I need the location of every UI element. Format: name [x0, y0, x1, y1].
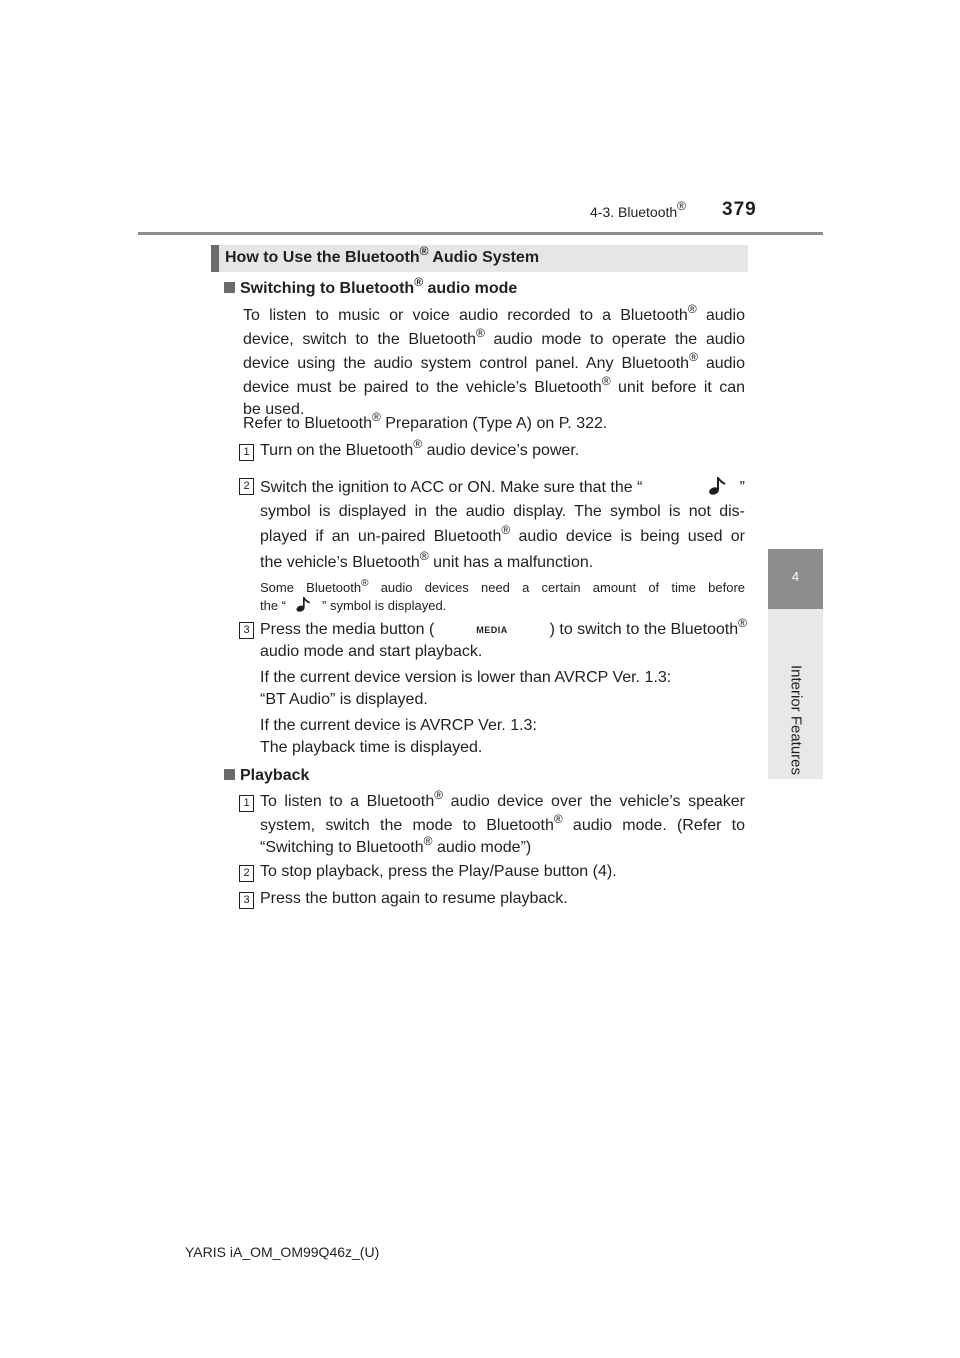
step-number: 2 [239, 478, 254, 495]
switching-heading: Switching to Bluetooth® audio mode [224, 278, 517, 300]
step-text: symbol is displayed in the audio display. The symbol is not dis- [260, 503, 745, 520]
step-text: “Switching to Bluetooth® audio mode”) [260, 833, 532, 856]
step-text: Press the media button ( MEDIA ) to switch to the Bluetooth® [260, 619, 747, 641]
media-button-icon: MEDIA [476, 625, 508, 635]
chapter-tab [768, 549, 823, 609]
step-text: To listen to a Bluetooth® audio device over the vehicle’s speaker [260, 787, 745, 810]
step-text: If the current device version is lower than AVRCP Ver. 1.3: [260, 669, 672, 686]
step-text: the vehicle’s Bluetooth® unit has a malfunction. [260, 548, 594, 571]
playback-heading: Playback [224, 765, 309, 787]
music-note-icon [292, 597, 314, 612]
step-text: Switch the ignition to ACC or ON. Make sure that the “ ” [260, 479, 745, 496]
step-text: The playback time is displayed. [260, 739, 483, 756]
step-text: “BT Audio” is displayed. [260, 691, 428, 708]
switching-para-line: To listen to music or voice audio recorded to a Bluetooth® audio [243, 301, 745, 324]
square-bullet-icon [224, 282, 235, 293]
section-breadcrumb: 4-3. Bluetooth® [590, 199, 687, 220]
chapter-number: 4 [791, 569, 800, 584]
step-text: audio mode and start playback. [260, 643, 483, 660]
step-text: played if an un-paired Bluetooth® audio device is being used or [260, 522, 745, 545]
square-bullet-icon [224, 769, 235, 780]
switching-para-line: Refer to Bluetooth® Preparation (Type A) on P. 322. [243, 409, 608, 432]
step-text: To stop playback, press the Play/Pause button (4). [260, 863, 617, 880]
switching-para-line: device must be paired to the vehicle’s Bluetooth® unit before it can [243, 373, 746, 396]
note-text: the “ ” symbol is displayed. [260, 598, 447, 613]
switching-para-line: device, switch to the Bluetooth® audio mode to operate the audio [243, 325, 745, 348]
music-note-icon [704, 477, 730, 495]
note-text: Some Bluetooth® audio devices need a certain amount of time before [260, 577, 745, 595]
chapter-label: Interior Features [787, 664, 805, 776]
step-number: 1 [239, 795, 254, 812]
switching-para-line: be used. [243, 401, 305, 418]
header-rule [138, 232, 823, 235]
page-number: 379 [722, 199, 757, 220]
step-number: 3 [239, 892, 254, 909]
step-text: Turn on the Bluetooth® audio device’s power. [260, 436, 580, 459]
step-number: 3 [239, 622, 254, 639]
step-text: system, switch the mode to Bluetooth® audio mode. (Refer to [260, 811, 745, 834]
step-number: 1 [239, 444, 254, 461]
step-number: 2 [239, 865, 254, 882]
step-text: Press the button again to resume playback. [260, 890, 568, 907]
step-text: If the current device is AVRCP Ver. 1.3: [260, 717, 537, 734]
switching-para-line: device using the audio system control panel. Any Bluetooth® audio [243, 349, 746, 372]
section-title: How to Use the Bluetooth® Audio System [211, 245, 748, 272]
footer-doc-id: YARIS iA_OM_OM99Q46z_(U) [185, 1244, 380, 1260]
